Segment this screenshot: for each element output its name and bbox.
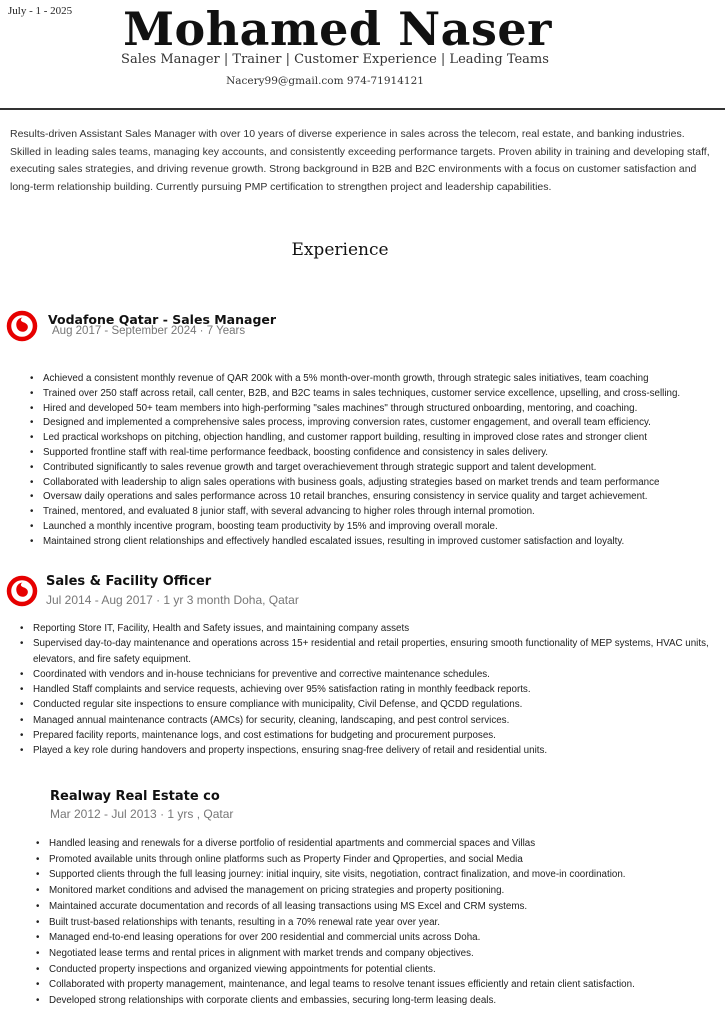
job-title: Sales & Facility Officer xyxy=(46,574,212,589)
list-item: • Played a key role during handovers and property inspections, ensuring snag-free delivery of retail and residential units. xyxy=(17,743,717,758)
list-item: • Collaborated with property management, maintenance, and legal teams to resolve tenant issues efficiently and retain client satisfaction. xyxy=(33,977,723,993)
list-item: • Coordinated with vendors and in-house technicians for preventive and corrective maintenance schedules. xyxy=(17,667,717,682)
list-item: • Handled Staff complaints and service requests, achieving over 95% satisfaction rating in monthly feedback reports. xyxy=(17,682,717,697)
list-item: • Reporting Store IT, Facility, Health and Safety issues, and maintaining company assets xyxy=(17,621,717,636)
candidate-tagline: Sales Manager | Trainer | Customer Experience | Leading Teams xyxy=(121,52,549,67)
list-item: • Supported frontline staff with real-time performance feedback, boosting confidence and consistency in sales delivery. xyxy=(27,446,717,461)
list-item: • Conducted property inspections and organized viewing appointments for potential clients. xyxy=(33,962,723,978)
job-bullets xyxy=(27,372,717,550)
list-item: • Maintained strong client relationships and effectively handled escalated issues, resulting in improved customer satisfaction and loyalty. xyxy=(27,535,717,550)
list-item: • Led practical workshops on pitching, objection handling, and customer rapport building, resulting in improved close rates and stronger client xyxy=(27,431,717,446)
list-item: • Developed strong relationships with corporate clients and embassies, securing long-term leasing deals. xyxy=(33,993,723,1009)
list-item: • Built trust-based relationships with tenants, resulting in a 70% renewal rate year over year. xyxy=(33,915,723,931)
list-item: • Negotiated lease terms and rental prices in alignment with market trends and company objectives. xyxy=(33,946,723,962)
vodafone-logo-icon xyxy=(6,575,38,612)
list-item: • Managed end-to-end leasing operations for over 200 residential and commercial units across Doha. xyxy=(33,930,723,946)
list-item: • Contributed significantly to sales revenue growth and target overachievement through strategic support and talent development. xyxy=(27,461,717,476)
list-item: • Achieved a consistent monthly revenue of QAR 200k with a 5% month-over-month growth, through strategic sales initiatives, team coaching xyxy=(27,372,717,387)
list-item: • Collaborated with leadership to align sales operations with business goals, adjusting strategies based on market trends and team performance xyxy=(27,476,717,491)
job-title: Vodafone Qatar - Sales Manager xyxy=(48,312,277,327)
list-item: • Trained over 250 staff across retail, call center, B2B, and B2C teams in sales techniques, customer service excellence, upselling, and cross-selling. xyxy=(27,387,717,402)
job-bullets xyxy=(33,836,723,1009)
list-item: • Hired and developed 50+ team members into high-performing "sales machines" through structured onboarding, mentoring, and coaching. xyxy=(27,402,717,417)
contact-info: Nacery99@gmail.com 974-71914121 xyxy=(226,75,424,87)
vodafone-logo-icon xyxy=(6,310,38,347)
document-date: July - 1 - 2025 xyxy=(8,5,73,17)
list-item: • Prepared facility reports, maintenance logs, and cost estimations for budgeting and procurement purposes. xyxy=(17,728,717,743)
job-bullets xyxy=(17,621,717,759)
job-meta: Jul 2014 - Aug 2017 · 1 yr 3 month Doha, Qatar xyxy=(46,593,299,607)
job-meta: Mar 2012 - Jul 2013 · 1 yrs , Qatar xyxy=(50,807,234,821)
profile-summary: Results-driven Assistant Sales Manager with over 10 years of diverse experience in sales across the telecom, real estate, and banking industries. Skilled in leading sales teams, managing key accounts, and consistently exceeding performance targets. Proven ability in training and developing staff, executing sales strategies, and driving revenue growth. Strong background in B2B and B2C environments with a focus on customer satisfaction and long-term relationship building. Currently pursuing PMP certification to strengthen project and leadership capabilities. xyxy=(10,128,710,193)
list-item: • Launched a monthly incentive program, boosting team productivity by 15% and improving overall morale. xyxy=(27,520,717,535)
job-title: Realway Real Estate co xyxy=(50,789,220,804)
list-item: • Managed annual maintenance contracts (AMCs) for security, cleaning, landscaping, and pest control services. xyxy=(17,713,717,728)
list-item: • Oversaw daily operations and sales performance across 10 retail branches, ensuring consistency in service quality and target achievement. xyxy=(27,490,717,505)
list-item: • Trained, mentored, and evaluated 8 junior staff, with several advancing to higher roles through internal promotion. xyxy=(27,505,717,520)
list-item: • Monitored market conditions and advised the management on pricing strategies and property positioning. xyxy=(33,883,723,899)
job-meta: Aug 2017 - September 2024 · 7 Years xyxy=(52,325,246,337)
list-item: • Handled leasing and renewals for a diverse portfolio of residential apartments and commercial spaces and Villas xyxy=(33,836,723,852)
candidate-name: Mohamed Naser xyxy=(123,2,552,56)
list-item: • Supported clients through the full leasing journey: initial inquiry, site visits, negotiation, contract finalization, and move-in coordination. xyxy=(33,867,723,883)
list-item: • Designed and implemented a comprehensive sales process, improving conversion rates, customer engagement, and overall team efficiency. xyxy=(27,416,717,431)
list-item: • Maintained accurate documentation and records of all leasing transactions using MS Excel and CRM systems. xyxy=(33,899,723,915)
list-item: • Promoted available units through online platforms such as Property Finder and Qproperties, and social Media xyxy=(33,852,723,868)
list-item: • Conducted regular site inspections to ensure compliance with municipality, Civil Defense, and QCDD regulations. xyxy=(17,697,717,712)
list-item: • Supervised day-to-day maintenance and operations across 15+ residential and retail properties, ensuring smooth functionality of MEP systems, HVAC units, elevators, and fire safety equipment. xyxy=(17,636,717,667)
experience-heading: Experience xyxy=(291,240,389,260)
header-divider xyxy=(0,108,725,110)
